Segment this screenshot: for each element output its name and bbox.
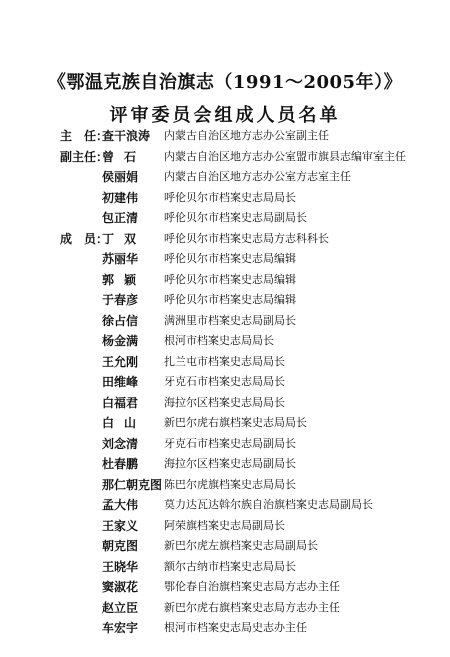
book-title: 《鄂温克族自治旗志（1991～2005年）》 <box>47 72 403 93</box>
member-post: 新巴尔虎左旗档案史志局副局长 <box>164 539 318 552</box>
member-post: 额尔古纳市档案史志局局长 <box>164 559 296 573</box>
member-post: 呼伦贝尔市档案史志局副局长 <box>164 211 307 224</box>
member-row <box>0 188 450 208</box>
member-post: 呼伦贝尔市档案史志局编辑 <box>164 252 296 265</box>
member-post: 鄂伦春自治旗档案史志局方志办主任 <box>164 580 340 593</box>
member-name: 查干浪涛 <box>102 129 151 143</box>
member-name: 白福君 <box>102 395 139 410</box>
member-post: 莫力达瓦达斡尔族自治旗档案史志局副局长 <box>164 498 373 511</box>
member-post: 呼伦贝尔市档案史志局局长 <box>164 190 296 204</box>
member-post: 扎兰屯市档案史志局局长 <box>164 354 285 368</box>
member-name: 孟大伟 <box>102 498 139 512</box>
member-name: 于春彦 <box>102 293 139 307</box>
member-row <box>0 516 450 536</box>
member-row <box>0 147 450 167</box>
list-title: 评审委员会组成人员名单 <box>109 105 341 126</box>
member-name: 苏丽华 <box>102 252 139 266</box>
member-name: 曾石 <box>102 149 147 164</box>
member-name: 杜春鹏 <box>102 457 139 471</box>
member-row <box>0 126 450 146</box>
member-name: 王允刚 <box>102 354 139 369</box>
member-row <box>0 229 450 249</box>
member-post: 呼伦贝尔市档案史志局方志科科长 <box>164 231 329 245</box>
member-post: 根河市档案史志局局长 <box>164 334 274 347</box>
member-name: 赵立臣 <box>102 600 139 615</box>
member-row <box>0 536 450 556</box>
member-name: 初建伟 <box>102 190 139 205</box>
member-row <box>0 618 450 638</box>
member-name: 丁双 <box>102 231 147 246</box>
member-row <box>0 598 450 618</box>
member-name: 侯丽娟 <box>102 170 139 184</box>
member-post: 陈巴尔虎旗档案史志局局长 <box>164 477 296 491</box>
member-row <box>0 331 450 351</box>
member-row <box>0 475 450 495</box>
member-name: 王晓华 <box>102 559 139 574</box>
member-post: 海拉尔区档案史志局副局长 <box>164 457 296 470</box>
member-row <box>0 290 450 310</box>
member-name: 刘念清 <box>102 436 139 451</box>
member-name: 王家义 <box>102 518 139 533</box>
member-row <box>0 208 450 228</box>
member-row <box>0 495 450 515</box>
member-role: 成 员： <box>60 231 109 246</box>
member-row <box>0 352 450 372</box>
member-row <box>0 557 450 577</box>
member-post: 内蒙古自治区地方志办公室盟市旗县志编审室主任 <box>164 149 406 163</box>
member-role: 副主任： <box>60 149 109 164</box>
member-row <box>0 311 450 331</box>
member-row <box>0 249 450 269</box>
member-row <box>0 454 450 474</box>
member-name: 窦淑花 <box>102 580 139 594</box>
member-post: 牙克石市档案史志局局长 <box>164 375 285 388</box>
member-name: 杨金满 <box>102 334 139 348</box>
member-row <box>0 372 450 392</box>
member-role: 主 任： <box>60 129 109 143</box>
member-name: 郭颖 <box>102 272 147 287</box>
member-name: 那仁朝克图 <box>102 477 163 492</box>
member-row <box>0 434 450 454</box>
member-row <box>0 577 450 597</box>
member-post: 新巴尔虎右旗档案史志局方志办主任 <box>164 600 340 614</box>
member-post: 阿荣旗档案史志局副局长 <box>164 518 285 532</box>
member-post: 呼伦贝尔市档案史志局编辑 <box>164 272 296 286</box>
member-post: 内蒙古自治区地方志办公室副主任 <box>164 129 329 142</box>
member-post: 内蒙古自治区地方志办公室方志室主任 <box>164 170 351 183</box>
member-row <box>0 167 450 187</box>
member-post: 根河市档案史志局史志办主任 <box>164 621 307 634</box>
member-row <box>0 270 450 290</box>
member-name: 包正清 <box>102 211 139 225</box>
member-post: 牙克石市档案史志局副局长 <box>164 436 296 450</box>
member-name: 徐占信 <box>102 313 139 328</box>
member-row <box>0 413 450 433</box>
member-row <box>0 393 450 413</box>
member-name: 朝克图 <box>102 539 139 553</box>
member-post: 满洲里市档案史志局副局长 <box>164 313 296 327</box>
member-post: 呼伦贝尔市档案史志局编辑 <box>164 293 296 306</box>
member-name: 田维峰 <box>102 375 139 389</box>
member-post: 新巴尔虎右旗档案史志局局长 <box>164 416 307 429</box>
member-name: 白山 <box>102 416 147 430</box>
member-post: 海拉尔区档案史志局局长 <box>164 395 285 409</box>
member-name: 车宏宇 <box>102 621 139 635</box>
